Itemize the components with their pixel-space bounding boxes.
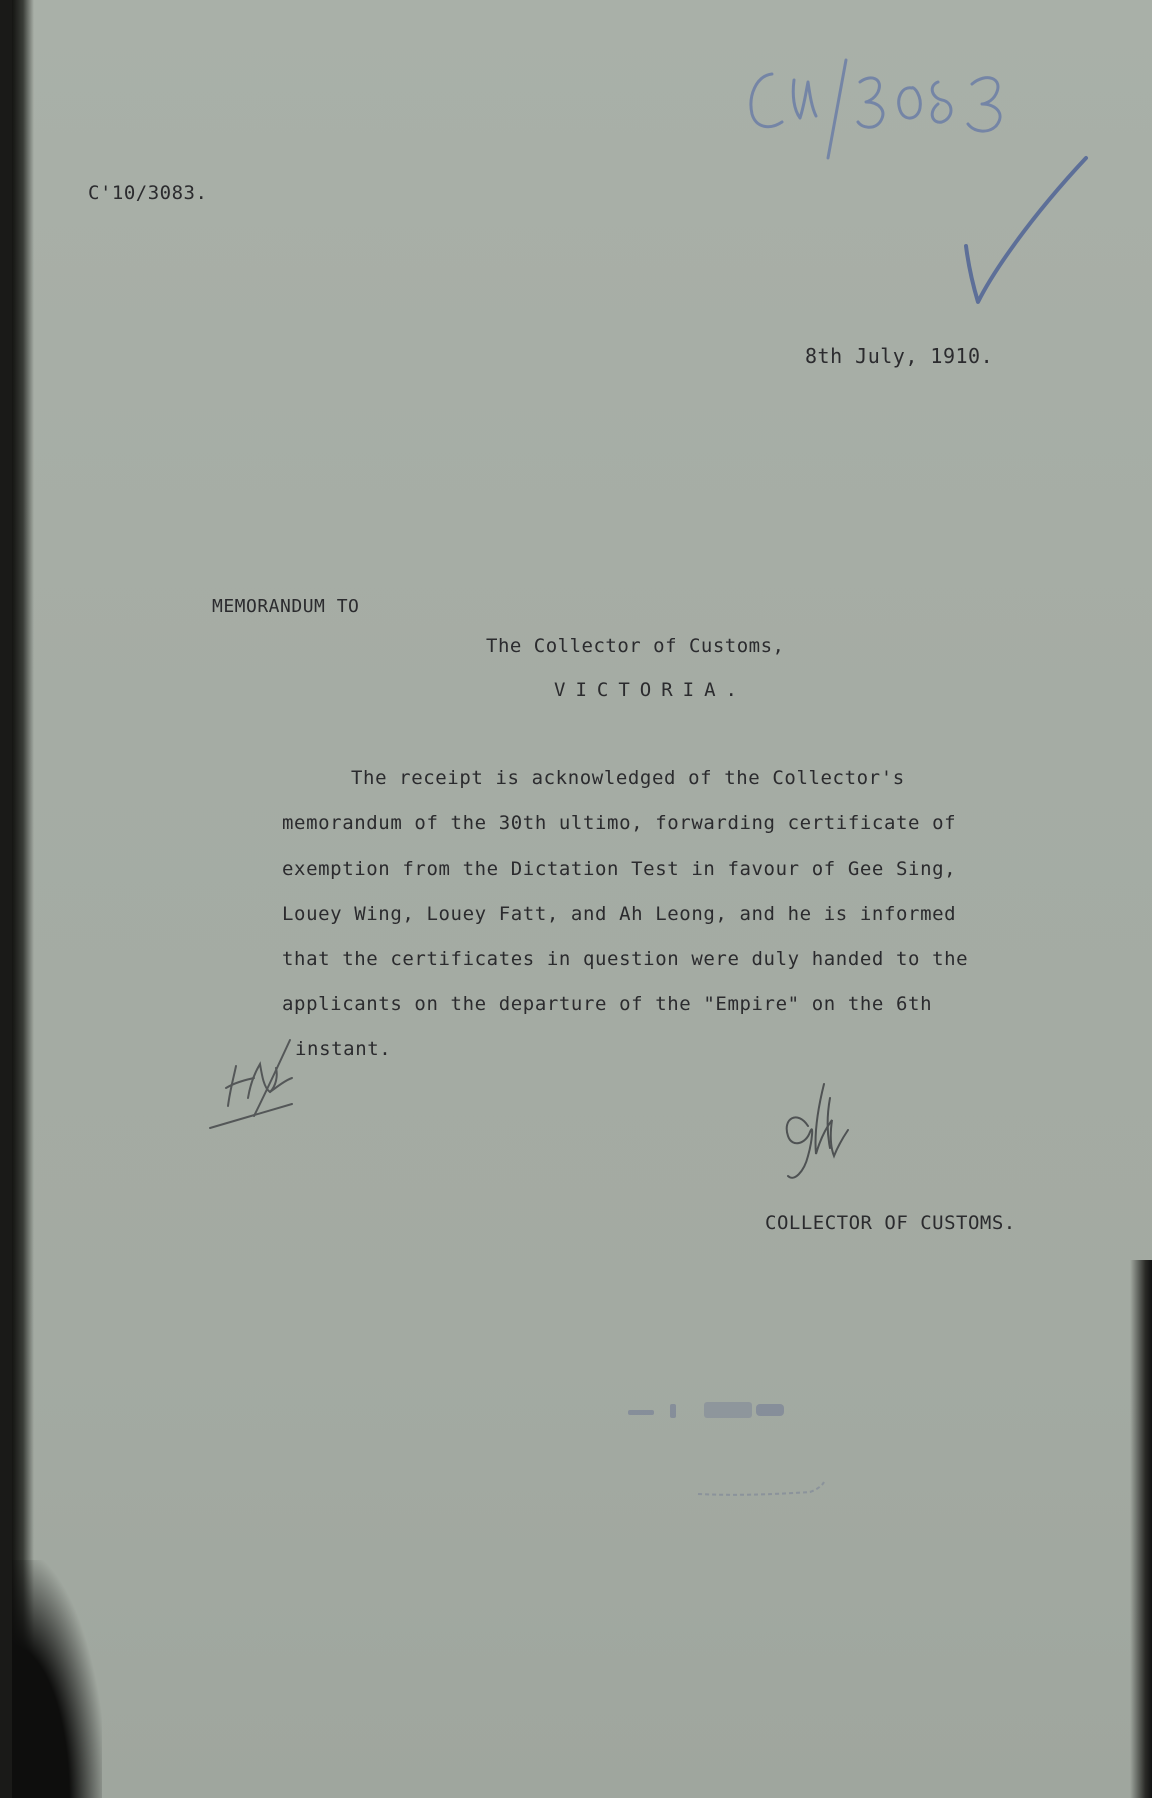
body-line: memorandum of the 30th ultimo, forwarding certificate of bbox=[282, 812, 957, 834]
page-left-edge bbox=[12, 0, 34, 1798]
body-line: that the certificates in question were duly handed to the bbox=[282, 948, 969, 970]
body-line: instant. bbox=[295, 1038, 392, 1060]
body-line: exemption from the Dictation Test in favour of Gee Sing, bbox=[282, 858, 957, 880]
signature-title: COLLECTOR OF CUSTOMS. bbox=[765, 1212, 1016, 1234]
document-page bbox=[12, 0, 1152, 1798]
letter-date: 8th July, 1910. bbox=[805, 344, 994, 368]
faint-stamp bbox=[610, 1396, 870, 1506]
addressee-line-2: VICTORIA. bbox=[554, 679, 747, 701]
checkmark-icon bbox=[958, 150, 1098, 310]
file-reference: C'10/3083. bbox=[88, 182, 208, 204]
handwritten-signature bbox=[768, 1080, 858, 1185]
body-line: applicants on the departure of the "Empire" on the 6th bbox=[282, 993, 933, 1015]
body-line: The receipt is acknowledged of the Collector's bbox=[351, 767, 905, 789]
addressee-line-1: The Collector of Customs, bbox=[486, 635, 785, 657]
memo-heading: MEMORANDUM TO bbox=[212, 596, 360, 617]
body-line: Louey Wing, Louey Fatt, and Ah Leong, and he is informed bbox=[282, 903, 957, 925]
page-corner-shadow bbox=[12, 1560, 102, 1798]
handwritten-file-number bbox=[742, 52, 1042, 162]
handwritten-initials bbox=[208, 1036, 308, 1132]
page-right-edge bbox=[1130, 1260, 1152, 1798]
